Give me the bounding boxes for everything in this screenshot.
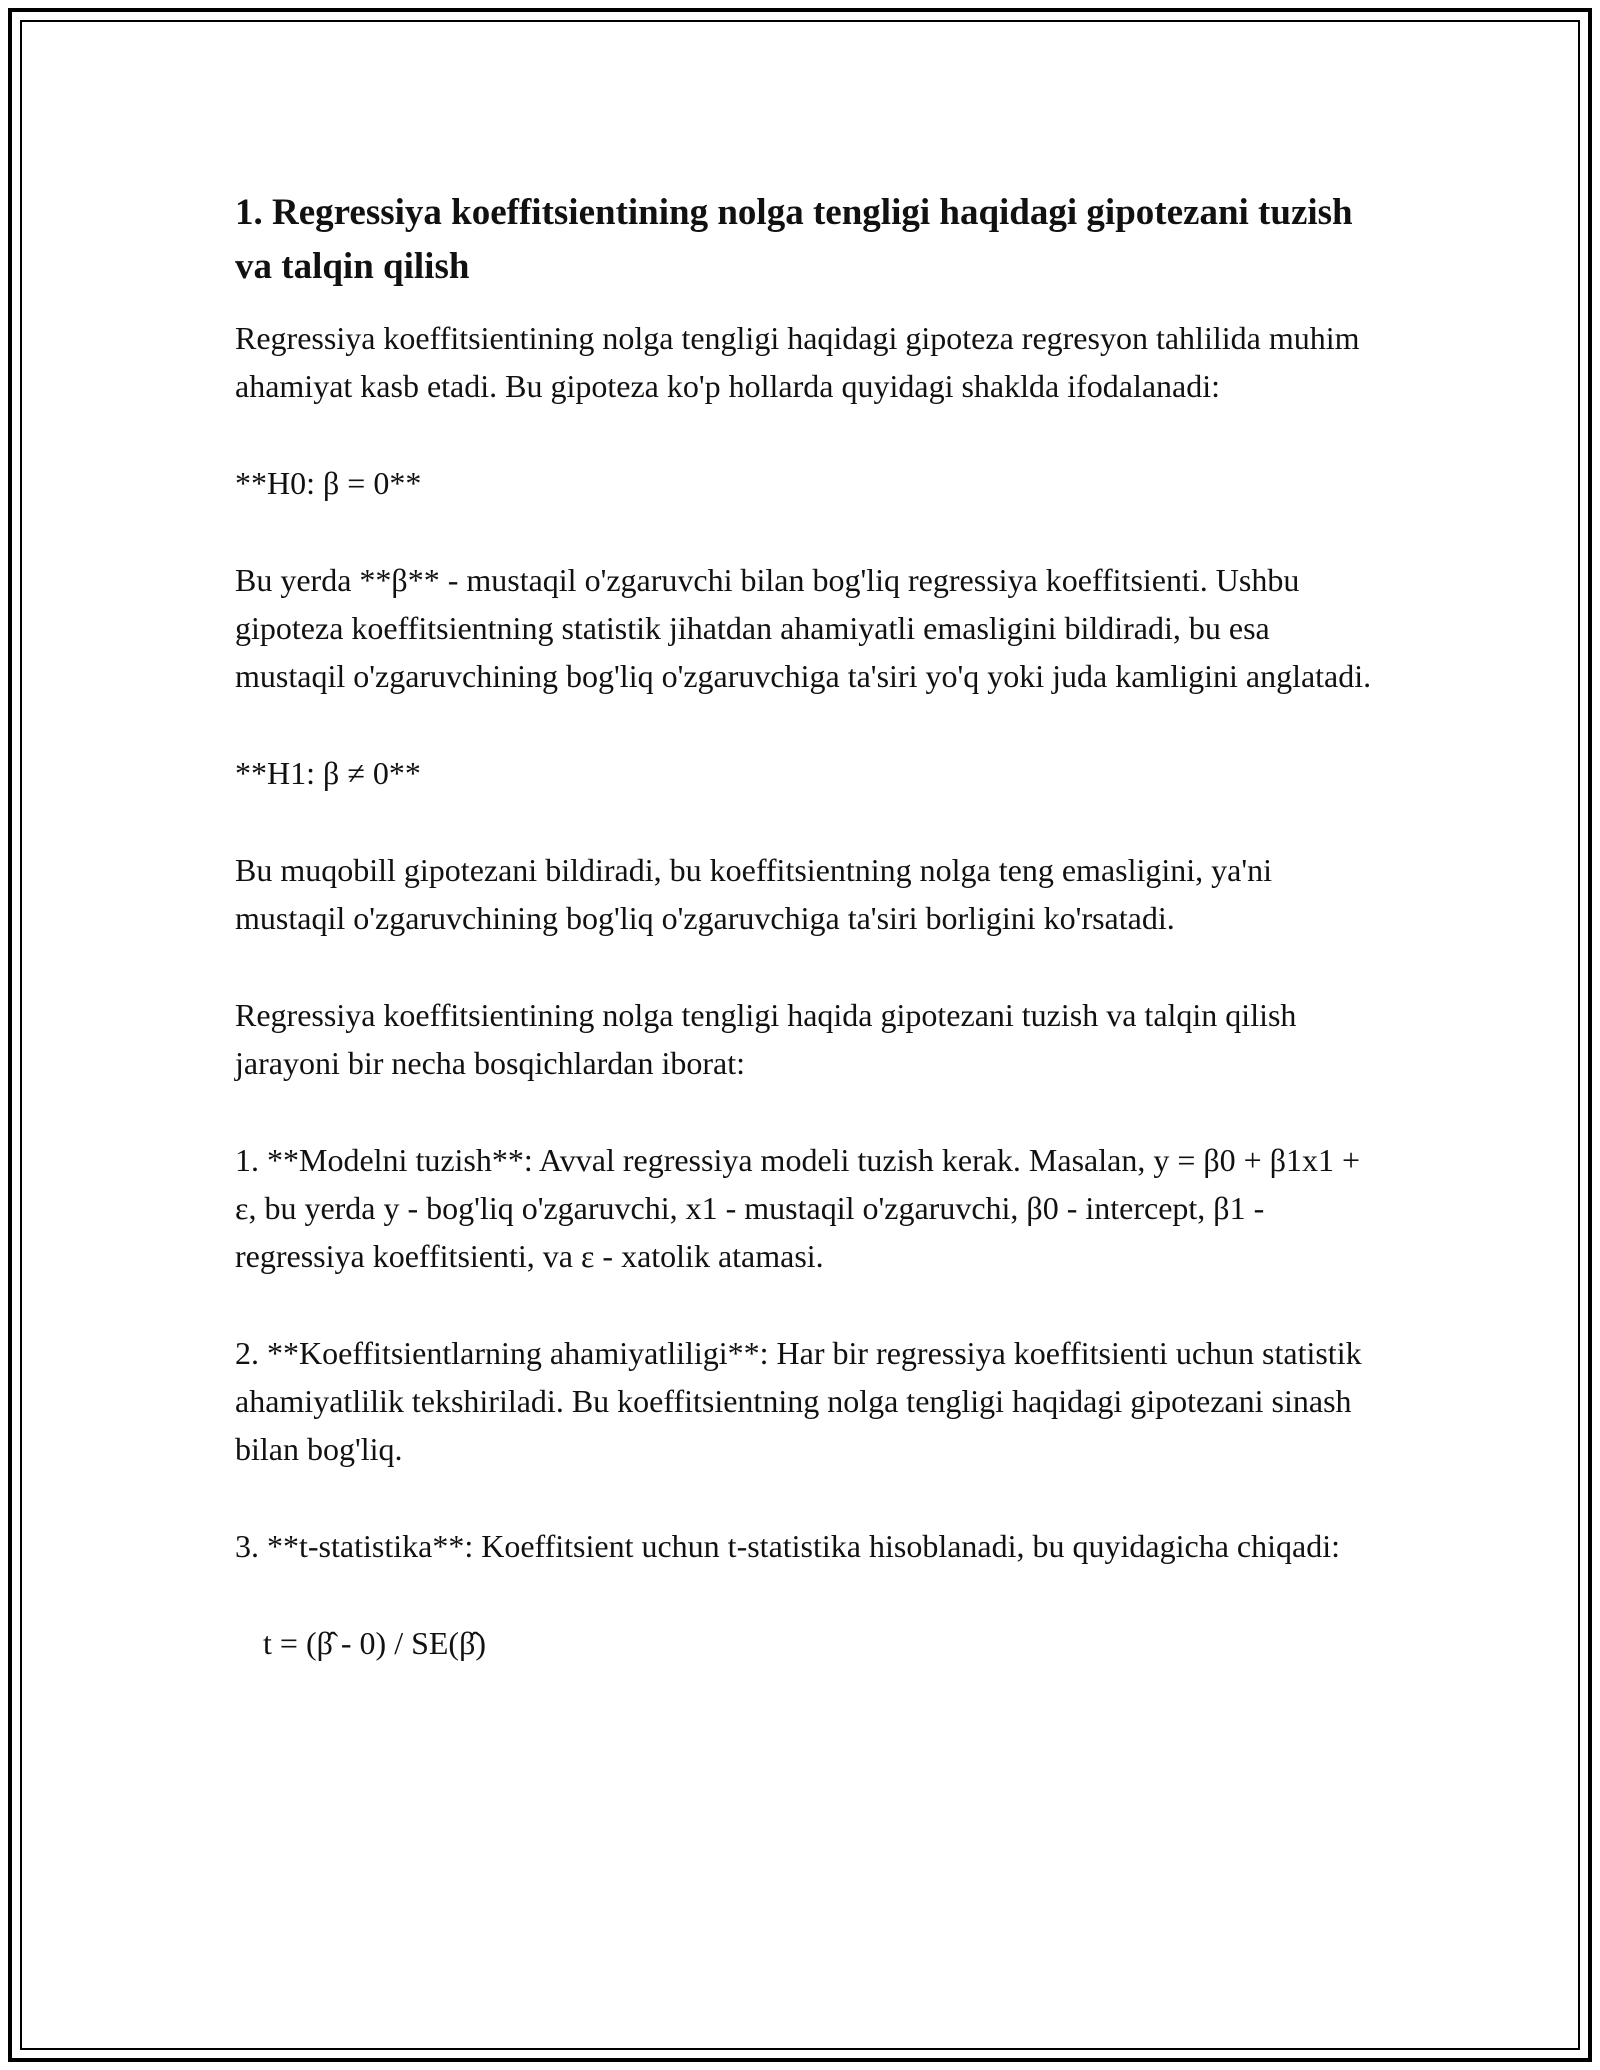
null-hypothesis: **H0: β = 0** [235,465,422,501]
process-intro-paragraph: Regressiya koeffitsientining nolga tengligi haqida gipotezani tuzish va talqin qilish jarayoni bir necha bosqichlardan iborat: [235,997,1305,1081]
t-statistic-formula: t = (β̂ - 0) / SE(β̂) [263,1625,487,1661]
spacer [235,1280,1375,1329]
step-t-statistic: 3. **t-statistika**: Koeffitsient uchun t-statistika hisoblanadi, bu quyidagicha chiqadi: [235,1528,1340,1564]
spacer [235,942,1375,991]
alternative-hypothesis-explanation: Bu muqobill gipotezani bildiradi, bu koeffitsientning nolga teng emasligini, ya'ni mustaqil o'zgaruvchining bog'liq o'zgaruvchiga ta'siri borligini ko'rsatadi. [235,852,1281,936]
section-heading: 1. Regressiya koeffitsientining nolga tengligi haqidagi gipotezani tuzish va talqin qilish [235,192,1353,287]
spacer [235,1473,1375,1522]
step-coefficient-significance: 2. **Koeffitsientlarning ahamiyatliligi**: Har bir regressiya koeffitsienti uchun statistik ahamiyatlilik tekshiriladi. Bu koeffitsientning nolga tengligi haqidagi gipotezani sinash bilan bog'liq. [235,1335,1370,1467]
intro-paragraph: Regressiya koeffitsientining nolga tengligi haqidagi gipoteza regresyon tahlilida muhim ahamiyat kasb etadi. Bu gipoteza ko'p hollarda quyidagi shaklda ifodalanadi: [235,320,1368,404]
spacer [235,797,1375,846]
null-hypothesis-explanation: Bu yerda **β** - mustaqil o'zgaruvchi bilan bog'liq regressiya koeffitsienti. Ushbu gipoteza koeffitsientning statistik jihatdan ahamiyatli emasligini bildiradi, bu esa mustaqil o'zgaruvchining bog'liq o'zgaruvchiga ta'siri yo'q yoki juda kamligini anglatadi. [235,562,1372,694]
spacer [235,507,1375,556]
spacer [235,1087,1375,1136]
spacer [235,1570,1375,1619]
spacer [235,700,1375,749]
spacer [235,410,1375,459]
document-body [235,186,1375,1667]
step-model-building: 1. **Modelni tuzish**: Avval regressiya modeli tuzish kerak. Masalan, y = β0 + β1x1 + ε, bu yerda y - bog'liq o'zgaruvchi, x1 - mustaqil o'zgaruvchi, β0 - intercept, β1 - regressiya koeffitsienti, va ε - xatolik atamasi. [235,1142,1369,1274]
alternative-hypothesis: **H1: β ≠ 0** [235,755,421,791]
